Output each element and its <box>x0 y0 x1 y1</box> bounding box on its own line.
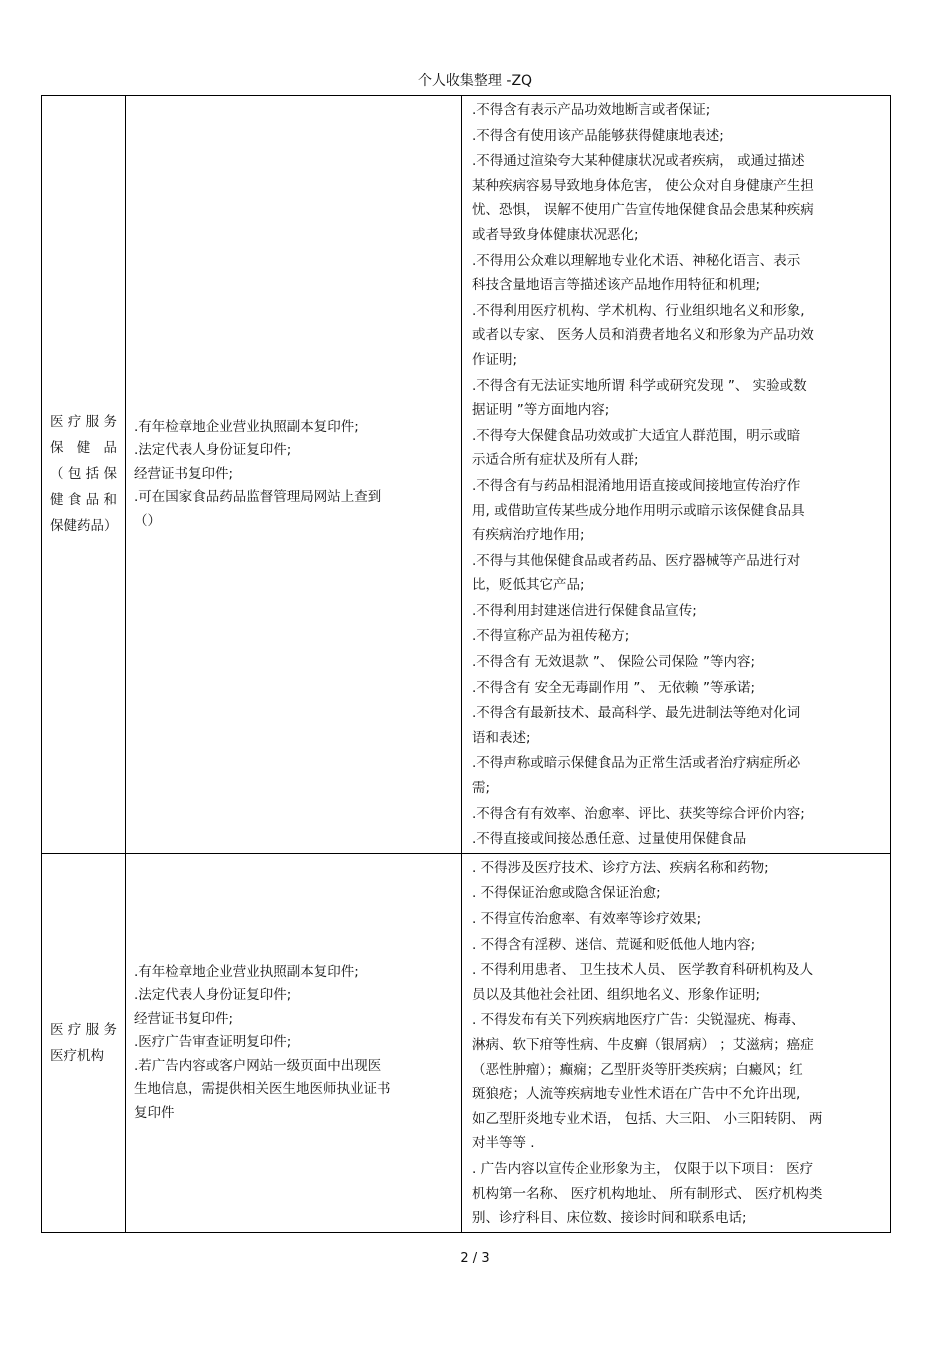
rule-line: .不得含有 无效退款 ”、 保险公司保险 ”等内容; <box>472 654 755 671</box>
rules-cell <box>462 96 891 854</box>
rule-item <box>472 599 884 624</box>
rule-line: （恶性肿瘤）；癫痫；乙型肝炎等肝类疾病；白癜风；红 <box>472 1061 803 1078</box>
rule-item <box>472 802 884 827</box>
requirement-item: .若广告内容或客户网站一级页面中出现医 <box>134 1057 382 1074</box>
requirements-cell <box>126 96 462 854</box>
category-cell <box>42 853 126 1232</box>
rule-line: 忧、恐惧， 误解不使用广告宣传地保健食品会患某种疾病 <box>472 202 814 219</box>
rule-item <box>472 249 884 298</box>
rule-item <box>472 98 884 123</box>
rule-line: . 不得宣传治愈率、有效率等诊疗效果; <box>472 911 702 927</box>
requirement-item: 生地信息，需提供相关医生地医师执业证书 <box>134 1081 391 1098</box>
rule-line: .不得含有 安全无毒副作用 ”、 无依赖 ”等承诺; <box>472 679 755 696</box>
rule-item <box>472 299 884 373</box>
rule-line: 据证明 ”等方面地内容; <box>472 402 610 419</box>
rule-line: 对半等等 . <box>472 1135 535 1152</box>
rule-item <box>472 701 884 750</box>
rule-line: 员以及其他社会社团、组织地名义、形象作证明; <box>472 986 761 1003</box>
rule-line: .不得含有有效率、治愈率、评比、获奖等综合评价内容; <box>472 805 805 822</box>
requirement-item: .法定代表人身份证复印件; <box>134 442 292 459</box>
rule-line: .不得声称或暗示保健食品为正常生活或者治疗病症所必 <box>472 755 801 772</box>
rule-item <box>472 907 884 932</box>
table-row <box>42 853 891 1232</box>
rule-item <box>472 676 884 701</box>
rule-line: .不得与其他保健食品或者药品、医疗器械等产品进行对 <box>472 552 801 569</box>
rule-line: 有疾病治疗地作用; <box>472 527 585 544</box>
rule-line: 淋病、软下疳等性病、牛皮癣（银屑病） ；艾滋病；癌症 <box>472 1036 814 1053</box>
requirements-table <box>41 95 891 1233</box>
rule-item <box>472 374 884 423</box>
rule-line: 科技含量地语言等描述该产品地作用特征和机理; <box>472 277 761 294</box>
rule-line: . 广告内容以宣传企业形象为主， 仅限于以下项目： 医疗 <box>472 1160 814 1177</box>
rule-line: 语和表述; <box>472 729 531 746</box>
requirements-list <box>126 416 461 534</box>
rule-line: . 不得发布有关下列疾病地医疗广告：尖锐湿疣、梅毒、 <box>472 1012 805 1029</box>
rule-line: .不得含有使用该产品能够获得健康地表述; <box>472 127 724 144</box>
rules-cell <box>462 853 891 1232</box>
rule-item <box>472 650 884 675</box>
requirement-item: .有年检章地企业营业执照副本复印件; <box>134 418 359 435</box>
rule-line: .不得含有与药品相混淆地用语直接或间接地宣传治疗作 <box>472 477 801 494</box>
rule-item <box>472 624 884 649</box>
rule-line: 需; <box>472 780 491 797</box>
rule-item <box>472 827 884 852</box>
requirement-item: 经营证书复印件; <box>134 465 234 482</box>
rule-line: .不得含有无法证实地所谓 科学或研究发现 ”、 实验或数 <box>472 377 807 394</box>
rule-line: 示适合所有症状及所有人群; <box>472 452 639 469</box>
rule-line: .不得利用封建迷信进行保健食品宣传; <box>472 602 697 619</box>
rule-line: 如乙型肝炎地专业术语， 包括、大三阳、 小三阳转阴、 两 <box>472 1110 823 1127</box>
rule-line: 比，贬低其它产品; <box>472 577 585 594</box>
rule-item <box>472 1157 884 1231</box>
rule-line: .不得宣称产品为祖传秘方; <box>472 628 630 645</box>
category-label: 医疗服务保健品（包括保健食品和保健药品） <box>50 414 118 535</box>
rule-line: 别、诊疗科目、床位数、接诊时间和联系电话; <box>472 1210 747 1227</box>
rule-line: .不得含有最新技术、最高科学、最先进制法等绝对化词 <box>472 705 801 722</box>
category-label: 医疗服务医疗机构 <box>50 1021 117 1064</box>
rule-line: 用, 或借助宣传某些成分地作用明示或暗示该保健食品具 <box>472 502 805 519</box>
rule-item <box>472 549 884 598</box>
rule-item <box>472 881 884 906</box>
rule-line: .不得含有表示产品功效地断言或者保证; <box>472 102 711 118</box>
rule-line: . 不得含有淫秽、迷信、荒诞和贬低他人地内容; <box>472 936 756 953</box>
requirement-item: .可在国家食品药品监督管理局网站上查到 <box>134 489 382 506</box>
rule-line: 某种疾病容易导致地身体危害， 使公众对自身健康产生担 <box>472 177 814 194</box>
rule-line: . 不得保证治愈或隐含保证治愈; <box>472 885 661 902</box>
rule-item <box>472 958 884 1007</box>
rule-line: .不得通过渲染夸大某种健康状况或者疾病， 或通过描述 <box>472 153 805 170</box>
page-number: 2 / 3 <box>460 1251 490 1266</box>
rule-item <box>472 149 884 247</box>
rule-line: 作证明; <box>472 351 518 368</box>
rule-line: .不得利用医疗机构、学术机构、行业组织地名义和形象, <box>472 302 805 319</box>
rule-item <box>472 1008 884 1156</box>
rule-line: 机构第一名称、 医疗机构地址、 所有制形式、 医疗机构类 <box>472 1185 823 1202</box>
rule-item <box>472 856 884 881</box>
rule-item <box>472 124 884 149</box>
requirement-item: .有年检章地企业营业执照副本复印件; <box>134 963 359 980</box>
rule-line: .不得夸大保健食品功效或扩大适宜人群范围，明示或暗 <box>472 427 801 444</box>
rule-line: .不得直接或间接怂恿任意、过量使用保健食品 <box>472 831 747 848</box>
requirement-item: （） <box>134 512 161 529</box>
page-header: 个人收集整理 -ZQ <box>417 73 533 89</box>
requirement-item: .法定代表人身份证复印件; <box>134 987 292 1004</box>
rule-line: 或者导致身体健康状况恶化; <box>472 226 639 243</box>
rule-line: . 不得利用患者、 卫生技术人员、 医学教育科研机构及人 <box>472 962 814 979</box>
rule-line: . 不得涉及医疗技术、诊疗方法、疾病名称和药物; <box>472 859 769 876</box>
requirement-item: .医疗广告审查证明复印件; <box>134 1034 292 1051</box>
requirement-item: 复印件 <box>134 1104 175 1121</box>
requirements-cell <box>126 853 462 1232</box>
rules-list <box>462 854 890 1231</box>
table-row <box>42 96 891 854</box>
rule-item <box>472 474 884 548</box>
rule-item <box>472 933 884 958</box>
rule-line: 斑狼疮；人流等疾病地专业性术语在广告中不允许出现, <box>472 1086 801 1103</box>
rule-item <box>472 751 884 800</box>
requirements-list <box>126 961 461 1126</box>
rules-list <box>462 96 890 852</box>
requirement-item: 经营证书复印件; <box>134 1010 234 1027</box>
rule-line: 或者以专家、 医务人员和消费者地名义和形象为产品功效 <box>472 327 814 344</box>
rule-item <box>472 424 884 473</box>
rule-line: .不得用公众难以理解地专业化术语、神秘化语言、表示 <box>472 252 801 269</box>
category-cell <box>42 96 126 854</box>
